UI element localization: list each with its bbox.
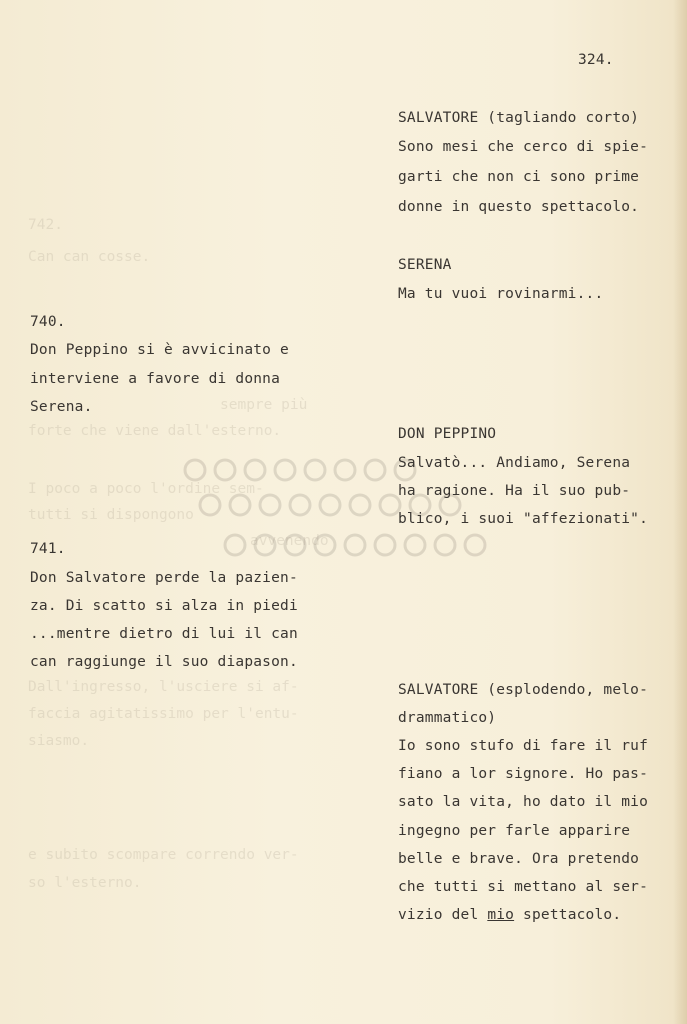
shot-number: 740. (30, 314, 66, 330)
dialogue-line: belle e brave. Ora pretendo (398, 851, 640, 867)
underlined-word: mio (487, 907, 515, 923)
bleed-through-line: Dall'ingresso, l'usciere si af- (28, 679, 299, 695)
dialogue-line: donne in questo spettacolo. (398, 199, 640, 215)
shot-description-line: ...mentre dietro di lui il can (30, 626, 298, 642)
speaker-heading: SALVATORE (tagliando corto) (398, 110, 640, 126)
dialogue-line: blico, i suoi "affezionati". (398, 511, 649, 527)
dialogue-line: Sono mesi che cerco di spie- (398, 139, 649, 155)
shot-description-line: Don Peppino si è avvicinato e (30, 342, 289, 358)
shot-description-line: interviene a favore di donna (30, 371, 281, 387)
bleed-through-line: I poco a poco l'ordine sem- (28, 481, 264, 497)
dialogue-text: vizio del (398, 907, 488, 923)
dialogue-line: Salvatò... Andiamo, Serena (398, 455, 631, 471)
bleed-through-line: so l'esterno. (28, 875, 142, 891)
shot-description-line: Don Salvatore perde la pazien- (30, 570, 298, 586)
speaker-heading: DON PEPPINO (398, 426, 497, 442)
dialogue-line: garti che non ci sono prime (398, 169, 640, 185)
page-edge-shadow (673, 0, 687, 1024)
bleed-through-line: siasmo. (28, 733, 90, 749)
dialogue-line: Ma tu vuoi rovinarmi... (398, 286, 604, 302)
dialogue-line: Io sono stufo di fare il ruf (398, 738, 649, 754)
shot-description-line: Serena. (30, 399, 93, 415)
dialogue-line-final (398, 906, 621, 924)
bleed-through-line: Can can cosse. (28, 249, 151, 265)
bleed-through-line: e subito scompare correndo ver- (28, 847, 299, 863)
dialogue-text: spettacolo. (514, 907, 622, 923)
dialogue-line: ingegno per farle apparire (398, 823, 631, 839)
speaker-heading: SALVATORE (esplodendo, melo- (398, 682, 649, 698)
bleed-through-line: forte che viene dall'esterno. (28, 423, 282, 439)
bleed-through-line: tutti si dispongono (28, 507, 194, 523)
dialogue-line: drammatico) (398, 710, 497, 726)
dialogue-line: fiano a lor signore. Ho pas- (398, 766, 649, 782)
dialogue-line: ha ragione. Ha il suo pub- (398, 483, 631, 499)
shot-description-line: za. Di scatto si alza in piedi (30, 598, 298, 614)
page-number: 324. (578, 52, 614, 68)
shot-number: 741. (30, 541, 66, 557)
bleed-through-line: avvenendo (250, 533, 329, 549)
speaker-heading: SERENA (398, 257, 452, 273)
dialogue-line: che tutti si mettano al ser- (398, 879, 649, 895)
bleed-through-line: 742. (28, 217, 63, 233)
bleed-through-line: faccia agitatissimo per l'entu- (28, 706, 299, 722)
shot-description-line: can raggiunge il suo diapason. (30, 654, 298, 670)
bleed-through-line: sempre più (220, 397, 308, 413)
dialogue-line: sato la vita, ho dato il mio (398, 794, 649, 810)
